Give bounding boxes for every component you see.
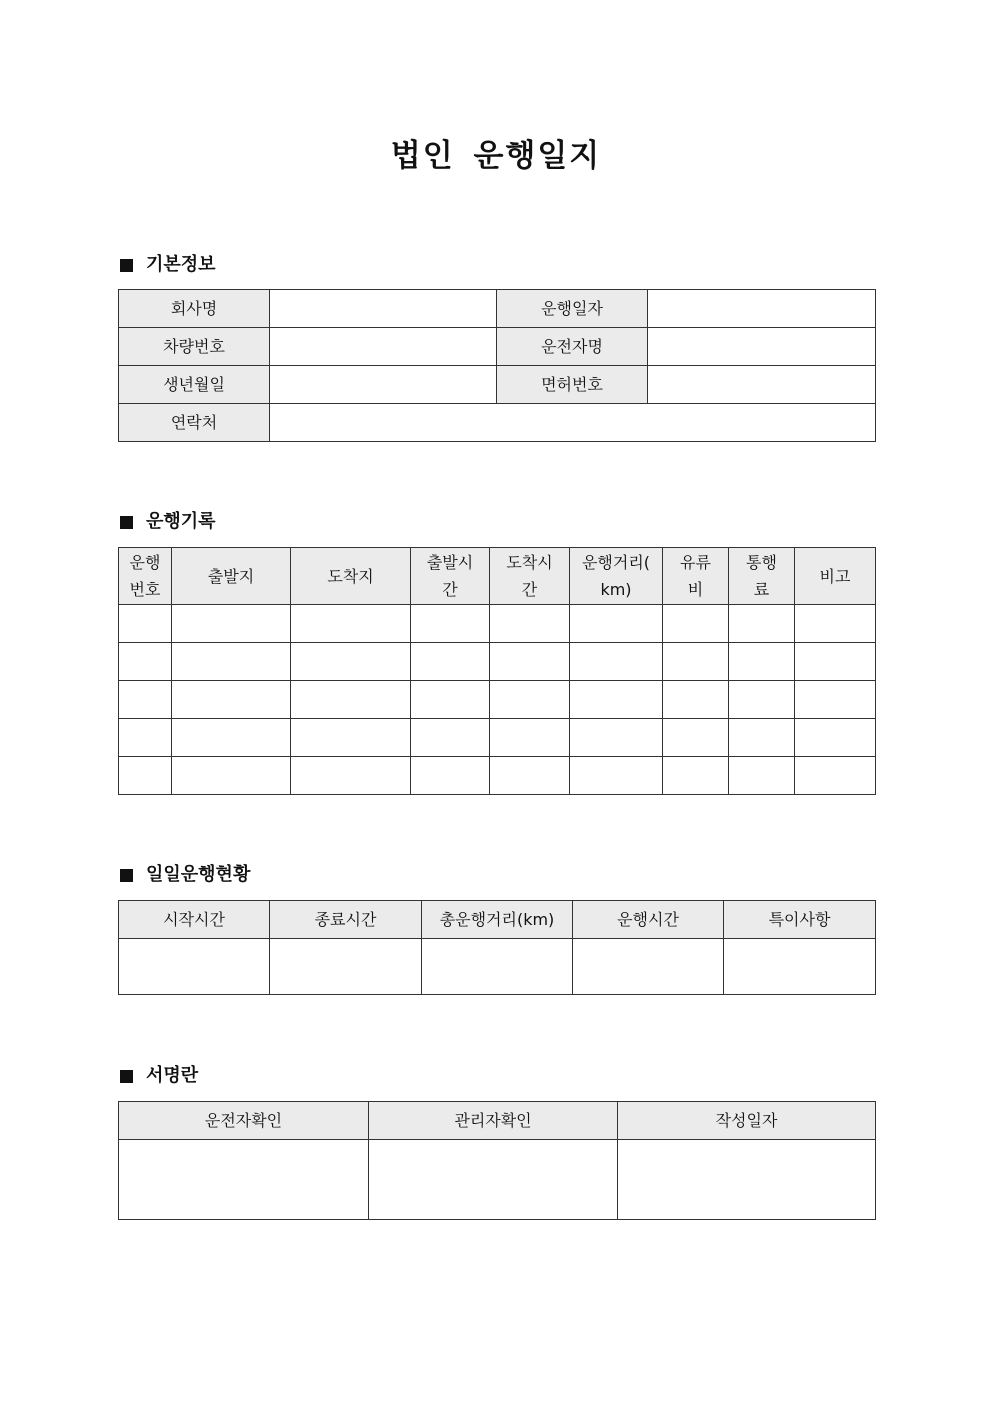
daily-status-value-row <box>119 939 876 995</box>
license-number-field[interactable] <box>648 366 876 404</box>
signature-value-cell[interactable] <box>618 1140 876 1220</box>
trip-log-cell[interactable] <box>411 643 490 681</box>
trip-log-cell[interactable] <box>172 719 291 757</box>
signature-table <box>118 1101 876 1220</box>
daily-status-table <box>118 900 876 995</box>
trip-log-column-header-text: 료 <box>753 580 770 599</box>
trip-log-column-header <box>729 548 795 605</box>
square-bullet-icon <box>120 869 133 882</box>
daily-status-header-row <box>119 901 876 939</box>
basic-info-heading-text: 기본정보 <box>146 254 216 275</box>
trip-log-cell[interactable] <box>663 643 729 681</box>
daily-status-column-header: 종료시간 <box>270 901 422 939</box>
trip-log-cell[interactable] <box>490 605 570 643</box>
trip-log-cell[interactable] <box>729 757 795 795</box>
trip-log-row <box>119 643 876 681</box>
trip-log-column-header-text: 비 <box>687 580 704 599</box>
signature-column-header: 작성일자 <box>618 1102 876 1140</box>
daily-status-heading <box>118 862 250 888</box>
daily-status-column-header: 총운행거리(km) <box>422 901 573 939</box>
drive-date-field[interactable] <box>648 290 876 328</box>
basic-info-row <box>119 366 876 404</box>
trip-log-column-header-text: 비고 <box>819 566 851 586</box>
trip-log-cell[interactable] <box>795 719 876 757</box>
trip-log-column-header-text: 운행 <box>129 553 161 572</box>
trip-log-cell[interactable] <box>119 757 172 795</box>
trip-log-column-header <box>490 548 570 605</box>
birth-date-field[interactable] <box>270 366 497 404</box>
trip-log-column-header <box>570 548 663 605</box>
trip-log-column-header-text: 운행거리( <box>581 553 651 572</box>
trip-log-cell[interactable] <box>411 719 490 757</box>
trip-log-cell[interactable] <box>291 605 411 643</box>
trip-log-column-header <box>795 548 876 605</box>
trip-log-cell[interactable] <box>490 643 570 681</box>
trip-log-cell[interactable] <box>411 757 490 795</box>
trip-log-cell[interactable] <box>490 757 570 795</box>
trip-log-cell[interactable] <box>411 605 490 643</box>
document-title: 법인 운행일지 <box>390 138 602 174</box>
trip-log-cell[interactable] <box>411 681 490 719</box>
daily-status-heading-text: 일일운행현황 <box>146 864 251 885</box>
vehicle-number-label: 차량번호 <box>119 328 270 366</box>
license-number-label: 면허번호 <box>497 366 648 404</box>
trip-log-cell[interactable] <box>490 719 570 757</box>
trip-log-column-header-text: km) <box>600 580 632 599</box>
birth-date-label: 생년월일 <box>119 366 270 404</box>
trip-log-cell[interactable] <box>570 643 663 681</box>
trip-log-cell[interactable] <box>291 757 411 795</box>
trip-log-cell[interactable] <box>291 643 411 681</box>
trip-log-cell[interactable] <box>570 719 663 757</box>
trip-log-column-header-text: 도착시 <box>506 553 553 572</box>
trip-log-cell[interactable] <box>570 681 663 719</box>
square-bullet-icon <box>120 259 133 272</box>
trip-log-cell[interactable] <box>570 757 663 795</box>
vehicle-number-field[interactable] <box>270 328 497 366</box>
trip-log-cell[interactable] <box>119 605 172 643</box>
driver-name-field[interactable] <box>648 328 876 366</box>
trip-log-cell[interactable] <box>663 719 729 757</box>
driver-name-label: 운전자명 <box>497 328 648 366</box>
trip-log-column-header-text: 번호 <box>129 580 161 599</box>
basic-info-row <box>119 290 876 328</box>
daily-status-column-header: 시작시간 <box>119 901 270 939</box>
drive-date-label: 운행일자 <box>497 290 648 328</box>
trip-log-cell[interactable] <box>795 681 876 719</box>
company-name-label: 회사명 <box>119 290 270 328</box>
trip-log-column-header-text: 간 <box>442 580 458 599</box>
trip-log-cell[interactable] <box>663 757 729 795</box>
trip-log-cell[interactable] <box>795 605 876 643</box>
signature-value-cell[interactable] <box>369 1140 618 1220</box>
signature-column-header: 관리자확인 <box>369 1102 618 1140</box>
trip-log-column-header-text: 간 <box>521 580 538 599</box>
trip-log-cell[interactable] <box>729 681 795 719</box>
trip-log-table <box>118 547 876 795</box>
trip-log-cell[interactable] <box>172 757 291 795</box>
signature-column-header: 운전자확인 <box>119 1102 369 1140</box>
trip-log-cell[interactable] <box>119 681 172 719</box>
trip-log-row <box>119 605 876 643</box>
basic-info-row <box>119 404 876 442</box>
contact-label: 연락처 <box>119 404 270 442</box>
daily-status-column-header: 운행시간 <box>573 901 724 939</box>
trip-log-header-row <box>119 548 876 605</box>
signature-heading <box>118 1063 198 1089</box>
trip-log-cell[interactable] <box>291 719 411 757</box>
trip-log-column-header <box>291 548 411 605</box>
daily-status-value-cell[interactable] <box>724 939 876 995</box>
trip-log-heading <box>118 509 216 535</box>
signature-heading-text: 서명란 <box>146 1065 199 1086</box>
trip-log-cell[interactable] <box>795 757 876 795</box>
trip-log-cell[interactable] <box>729 719 795 757</box>
trip-log-row <box>119 757 876 795</box>
square-bullet-icon <box>120 516 133 529</box>
trip-log-column-header-text: 출발시 <box>426 553 474 572</box>
trip-log-cell[interactable] <box>119 719 172 757</box>
trip-log-cell[interactable] <box>795 643 876 681</box>
square-bullet-icon <box>120 1070 133 1083</box>
trip-log-column-header-text: 도착지 <box>327 566 374 586</box>
daily-status-value-cell[interactable] <box>270 939 422 995</box>
trip-log-cell[interactable] <box>729 643 795 681</box>
trip-log-cell[interactable] <box>570 605 663 643</box>
signature-value-row <box>119 1140 876 1220</box>
trip-log-cell[interactable] <box>172 605 291 643</box>
signature-value-cell[interactable] <box>119 1140 369 1220</box>
trip-log-cell[interactable] <box>490 681 570 719</box>
trip-log-column-header <box>663 548 729 605</box>
trip-log-cell[interactable] <box>663 681 729 719</box>
daily-status-value-cell[interactable] <box>422 939 573 995</box>
trip-log-cell[interactable] <box>172 643 291 681</box>
signature-header-row <box>119 1102 876 1140</box>
trip-log-row <box>119 719 876 757</box>
trip-log-column-header <box>172 548 291 605</box>
basic-info-heading <box>118 252 216 278</box>
daily-status-value-cell[interactable] <box>119 939 270 995</box>
contact-field[interactable] <box>270 404 876 442</box>
trip-log-cell[interactable] <box>291 681 411 719</box>
daily-status-column-header: 특이사항 <box>724 901 876 939</box>
basic-info-row <box>119 328 876 366</box>
trip-log-cell[interactable] <box>729 605 795 643</box>
trip-log-column-header-text: 통행 <box>746 553 777 572</box>
trip-log-cell[interactable] <box>663 605 729 643</box>
trip-log-column-header-text: 출발지 <box>207 566 255 586</box>
trip-log-column-header <box>411 548 490 605</box>
trip-log-cell[interactable] <box>172 681 291 719</box>
trip-log-body <box>119 605 876 795</box>
trip-log-row <box>119 681 876 719</box>
trip-log-heading-text: 운행기록 <box>146 511 216 532</box>
trip-log-column-header-text: 유류 <box>680 553 711 572</box>
basic-info-table <box>118 289 876 442</box>
company-name-field[interactable] <box>270 290 497 328</box>
daily-status-value-cell[interactable] <box>573 939 724 995</box>
trip-log-column-header <box>119 548 172 605</box>
trip-log-cell[interactable] <box>119 643 172 681</box>
